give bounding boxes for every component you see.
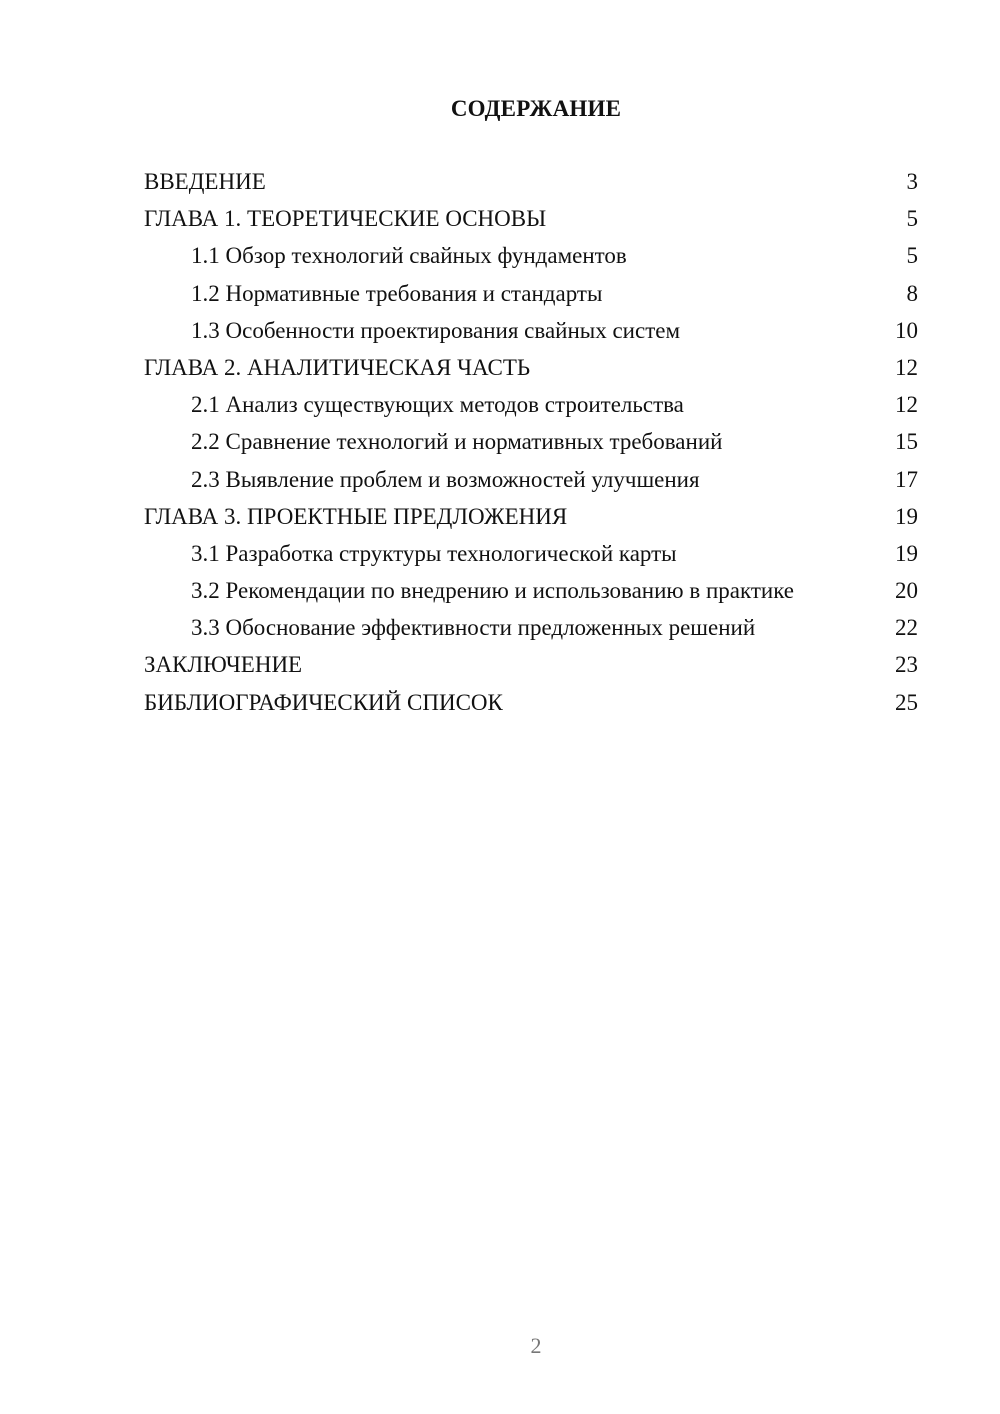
toc-entry-section-3-1[interactable] bbox=[144, 540, 918, 568]
toc-entry-page: 10 bbox=[895, 317, 918, 343]
toc-entry-section-3-3[interactable] bbox=[144, 614, 918, 642]
toc-entry-section-1-1[interactable] bbox=[144, 242, 918, 270]
toc-entry-page: 22 bbox=[895, 615, 918, 641]
toc-entry-page: 23 bbox=[895, 652, 918, 678]
toc-entry-chapter-1[interactable] bbox=[144, 205, 918, 233]
toc-entry-page: 19 bbox=[895, 503, 918, 529]
toc-entry-section-1-3[interactable] bbox=[144, 317, 918, 345]
toc-entry-page: 5 bbox=[906, 243, 918, 269]
toc-entry-page: 15 bbox=[895, 429, 918, 455]
toc-entry-section-3-2[interactable] bbox=[144, 577, 918, 605]
toc-entry-introduction[interactable] bbox=[144, 168, 918, 196]
toc-entry-conclusion[interactable] bbox=[144, 651, 918, 679]
toc-entry-label: 1.3 Особенности проектирования свайных систем bbox=[191, 317, 681, 343]
toc-entry-label: 2.1 Анализ существующих методов строительства bbox=[191, 392, 684, 418]
toc-entry-bibliography[interactable] bbox=[144, 689, 918, 717]
toc-entry-label: ГЛАВА 3. ПРОЕКТНЫЕ ПРЕДЛОЖЕНИЯ bbox=[144, 503, 568, 529]
toc-entry-label: ЗАКЛЮЧЕНИЕ bbox=[144, 652, 303, 678]
page-number: 2 bbox=[530, 1333, 542, 1358]
toc-entry-label: 3.2 Рекомендации по внедрению и использованию в практике bbox=[191, 578, 794, 604]
toc-entry-page: 5 bbox=[906, 206, 918, 232]
toc-entry-label: ВВЕДЕНИЕ bbox=[144, 169, 266, 194]
toc-entry-label: ГЛАВА 2. АНАЛИТИЧЕСКАЯ ЧАСТЬ bbox=[144, 354, 531, 380]
toc-entry-section-1-2[interactable] bbox=[144, 280, 918, 308]
toc-entry-page: 3 bbox=[906, 169, 918, 194]
toc-entry-label: БИБЛИОГРАФИЧЕСКИЙ СПИСОК bbox=[144, 689, 503, 715]
toc-entry-section-2-3[interactable] bbox=[144, 466, 918, 494]
table-of-contents bbox=[144, 168, 918, 726]
toc-title: СОДЕРЖАНИЕ bbox=[450, 96, 622, 121]
toc-entry-label: 3.1 Разработка структуры технологической карты bbox=[191, 540, 677, 566]
toc-entry-page: 19 bbox=[895, 540, 918, 566]
toc-entry-label: 2.2 Сравнение технологий и нормативных требований bbox=[191, 429, 723, 455]
toc-entry-page: 12 bbox=[895, 392, 918, 418]
toc-entry-section-2-2[interactable] bbox=[144, 428, 918, 456]
toc-entry-label: 3.3 Обоснование эффективности предложенных решений bbox=[191, 615, 756, 641]
toc-entry-page: 17 bbox=[895, 466, 918, 492]
toc-entry-section-2-1[interactable] bbox=[144, 391, 918, 419]
toc-entry-page: 25 bbox=[895, 689, 918, 715]
toc-entry-label: ГЛАВА 1. ТЕОРЕТИЧЕСКИЕ ОСНОВЫ bbox=[144, 206, 547, 232]
toc-entry-chapter-3[interactable] bbox=[144, 503, 918, 531]
toc-entry-page: 8 bbox=[906, 280, 918, 306]
toc-entry-label: 1.2 Нормативные требования и стандарты bbox=[191, 280, 603, 306]
toc-entry-chapter-2[interactable] bbox=[144, 354, 918, 382]
toc-entry-label: 1.1 Обзор технологий свайных фундаментов bbox=[191, 243, 627, 269]
toc-entry-page: 20 bbox=[895, 578, 918, 604]
toc-entry-label: 2.3 Выявление проблем и возможностей улучшения bbox=[191, 466, 700, 492]
toc-entry-page: 12 bbox=[895, 354, 918, 380]
